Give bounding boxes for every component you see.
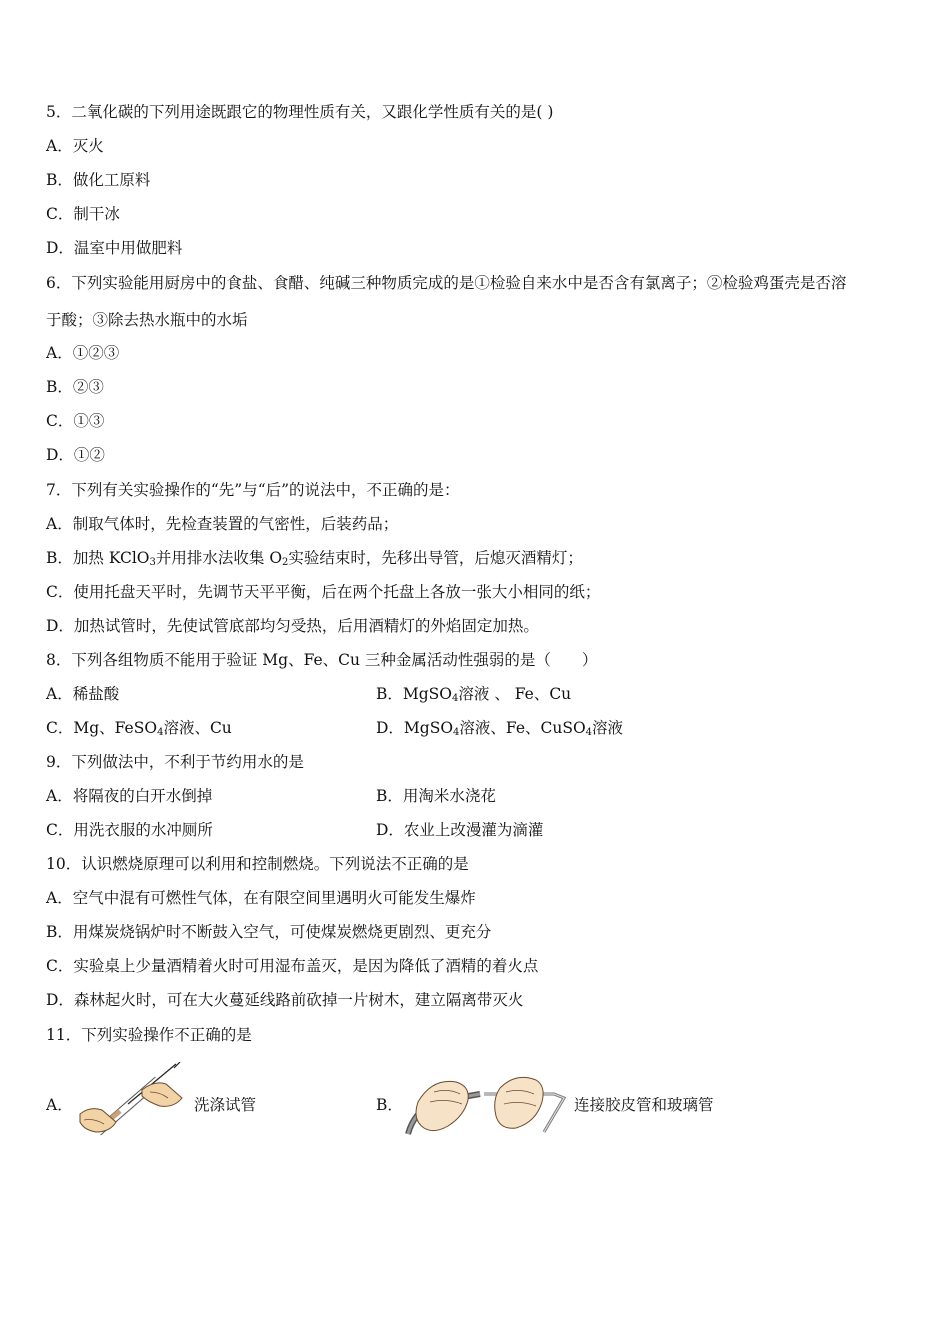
q8-option-c-part1: C．Mg、FeSO bbox=[46, 719, 158, 737]
q8-option-b-sub: 4 bbox=[452, 693, 459, 704]
q7-option-b-part3: 实验结束时，先移出导管，后熄灭酒精灯； bbox=[288, 549, 583, 567]
q9-option-d: D．农业上改漫灌为滴灌 bbox=[376, 821, 544, 839]
q8-option-b-part2: 溶液 、 Fe、Cu bbox=[458, 685, 572, 703]
q9-option-b: B．用淘米水浇花 bbox=[376, 787, 496, 805]
q6-option-a: A．①②③ bbox=[46, 344, 120, 362]
q8-option-b-part1: B．MgSO bbox=[376, 685, 453, 703]
q8-option-c-sub: 4 bbox=[157, 727, 164, 738]
q8-option-d-sub1: 4 bbox=[453, 727, 460, 738]
q11-option-a-letter: A． bbox=[46, 1096, 73, 1114]
q7-option-b bbox=[46, 548, 583, 573]
q5-stem: 5．二氧化碳的下列用途既跟它的物理性质有关，又跟化学性质有关的是( ) bbox=[46, 103, 554, 121]
q11-option-a-caption: 洗涤试管 bbox=[194, 1096, 257, 1114]
q8-option-d-part2: 溶液、Fe、CuSO bbox=[459, 719, 586, 737]
q11-option-b-letter: B． bbox=[376, 1096, 403, 1114]
q7-option-b-part2: 并用排水法收集 O bbox=[155, 549, 283, 567]
q7-option-b-part1: B．加热 KClO bbox=[46, 549, 150, 567]
q8-stem: 8．下列各组物质不能用于验证 Mg、Fe、Cu 三种金属活动性强弱的是（ ） bbox=[46, 651, 598, 669]
q9-option-c: C．用洗衣服的水冲厕所 bbox=[46, 821, 213, 839]
q9-option-a: A．将隔夜的白开水倒掉 bbox=[46, 787, 213, 805]
q10-option-c: C．实验桌上少量酒精着火时可用湿布盖灭，是因为降低了酒精的着火点 bbox=[46, 957, 539, 975]
q7-option-a: A．制取气体时，先检查装置的气密性，后装药品； bbox=[46, 515, 399, 533]
q7-option-d: D．加热试管时，先使试管底部均匀受热，后用酒精灯的外焰固定加热。 bbox=[46, 617, 539, 635]
q10-stem: 10．认识燃烧原理可以利用和控制燃烧。下列说法不正确的是 bbox=[46, 855, 469, 873]
q5-option-b: B．做化工原料 bbox=[46, 171, 151, 189]
q6-option-c: C．①③ bbox=[46, 412, 105, 430]
q8-option-d-part3: 溶液 bbox=[592, 719, 624, 737]
rubber-tube-connection-illustration bbox=[404, 1072, 570, 1144]
q10-option-b: B．用煤炭烧锅炉时不断鼓入空气，可使煤炭燃烧更剧烈、更充分 bbox=[46, 923, 492, 941]
q6-option-b: B．②③ bbox=[46, 378, 104, 396]
q7-stem: 7．下列有关实验操作的“先”与“后”的说法中，不正确的是： bbox=[46, 481, 460, 499]
q8-option-c bbox=[46, 718, 232, 743]
q8-option-a: A．稀盐酸 bbox=[46, 685, 120, 703]
q8-option-d-part1: D．MgSO bbox=[376, 719, 454, 737]
q7-option-c: C．使用托盘天平时，先调节天平平衡，后在两个托盘上各放一张大小相同的纸； bbox=[46, 583, 601, 601]
q7-option-b-sub1: 3 bbox=[149, 557, 156, 568]
test-tube-washing-illustration bbox=[76, 1062, 186, 1146]
q5-option-c: C．制干冰 bbox=[46, 205, 120, 223]
q6-stem-line1: 6．下列实验能用厨房中的食盐、食醋、纯碱三种物质完成的是①检验自来水中是否含有氯离子；②检验鸡蛋壳是否溶 bbox=[46, 274, 847, 292]
q9-stem: 9．下列做法中，不利于节约用水的是 bbox=[46, 753, 304, 771]
q7-option-b-sub2: 2 bbox=[282, 557, 289, 568]
q8-option-c-part2: 溶液、Cu bbox=[163, 719, 232, 737]
q11-stem: 11．下列实验操作不正确的是 bbox=[46, 1026, 252, 1044]
q8-option-b bbox=[376, 684, 571, 709]
q6-stem-line2: 于酸；③除去热水瓶中的水垢 bbox=[46, 311, 248, 329]
q8-option-d bbox=[376, 718, 623, 743]
q11-option-b-caption: 连接胶皮管和玻璃管 bbox=[574, 1096, 714, 1114]
q6-option-d: D．①② bbox=[46, 446, 105, 464]
q5-option-a: A．灭火 bbox=[46, 137, 104, 155]
q10-option-a: A．空气中混有可燃性气体，在有限空间里遇明火可能发生爆炸 bbox=[46, 889, 476, 907]
q10-option-d: D．森林起火时，可在大火蔓延线路前砍掉一片树木，建立隔离带灭火 bbox=[46, 991, 524, 1009]
q8-option-d-sub2: 4 bbox=[585, 727, 593, 738]
q5-option-d: D．温室中用做肥料 bbox=[46, 239, 183, 257]
